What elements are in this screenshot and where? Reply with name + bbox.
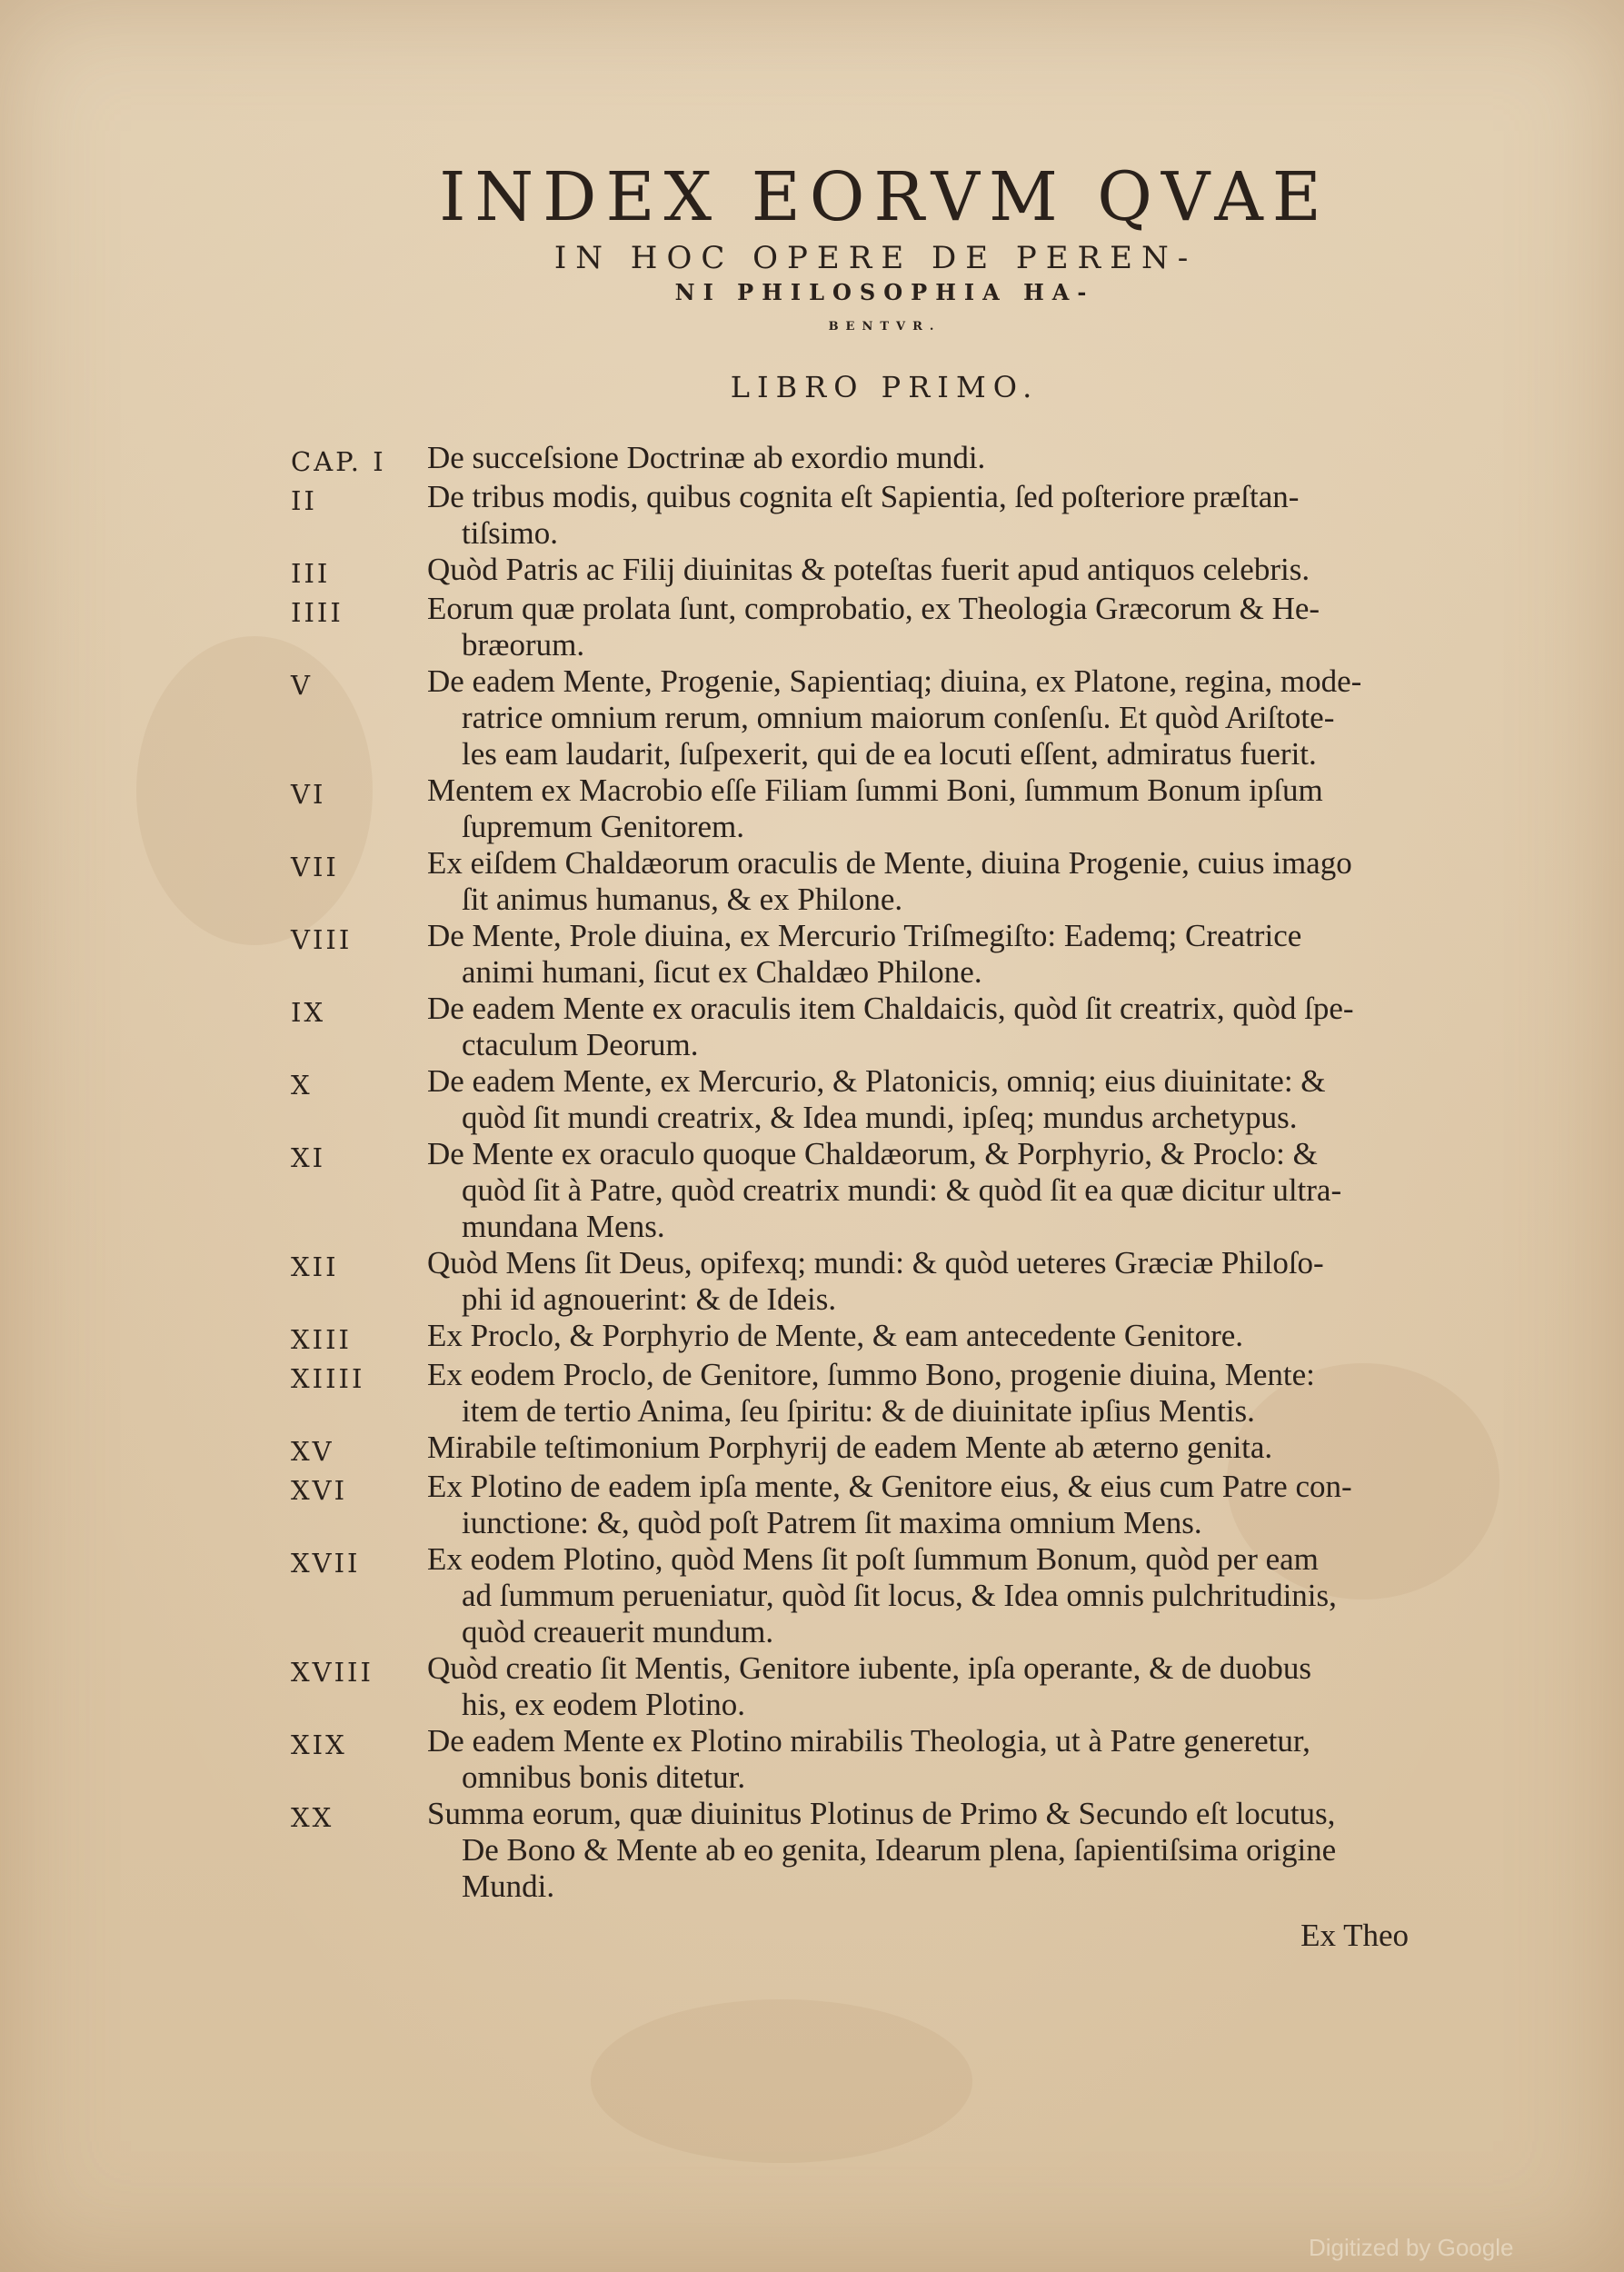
chapter-entry bbox=[291, 591, 1418, 663]
description-line: Mundi. bbox=[462, 1868, 555, 1904]
description-line: iunctione: &, quòd poſt Patrem ſit maxima omnium Mens. bbox=[462, 1505, 1202, 1540]
description-line: his, ex eodem Plotino. bbox=[462, 1687, 746, 1722]
book-heading: LIBRO PRIMO. bbox=[730, 370, 1040, 404]
subtitle-line-2: NI PHILOSOPHIA HA- bbox=[674, 279, 1095, 305]
chapter-entry bbox=[291, 845, 1418, 918]
description-line: Quòd Patris ac Filij diuinitas & poteſtas fuerit apud antiquos celebris. bbox=[427, 552, 1310, 587]
chapter-description bbox=[427, 479, 1413, 552]
chapter-number: XIX bbox=[291, 1729, 347, 1760]
description-line: Summa eorum, quæ diuinitus Plotinus de Primo & Secundo eſt locutus, bbox=[427, 1796, 1336, 1831]
description-line: les eam laudarit, ſuſpexerit, qui de ea locuti eſſent, admiratus fuerit. bbox=[462, 736, 1317, 772]
chapter-description bbox=[427, 1723, 1413, 1796]
chapter-number: X bbox=[291, 1070, 313, 1101]
description-line: tiſsimo. bbox=[462, 515, 558, 551]
chapter-entry bbox=[291, 440, 1418, 479]
chapter-number: VIII bbox=[291, 924, 353, 955]
chapter-entry bbox=[291, 1469, 1418, 1541]
chapter-description bbox=[427, 1245, 1413, 1318]
chapter-entry bbox=[291, 991, 1418, 1063]
chapter-description bbox=[427, 1650, 1413, 1723]
chapter-number: IX bbox=[291, 997, 326, 1028]
chapter-entry bbox=[291, 1650, 1418, 1723]
chapter-number: XVIII bbox=[291, 1657, 374, 1688]
description-line: De eadem Mente ex Plotino mirabilis Theologia, ut à Patre generetur, bbox=[427, 1723, 1310, 1759]
chapter-number: XII bbox=[291, 1251, 339, 1282]
chapter-entry bbox=[291, 1357, 1418, 1430]
description-line: phi id agnouerint: & de Ideis. bbox=[462, 1281, 837, 1317]
chapter-entry bbox=[291, 1430, 1418, 1469]
chapter-entry bbox=[291, 1063, 1418, 1136]
digitization-watermark: Digitized by Google bbox=[1309, 2234, 1514, 2261]
chapter-description bbox=[427, 918, 1413, 991]
description-line: Ex eodem Proclo, de Genitore, ſummo Bono, progenie diuina, Mente: bbox=[427, 1357, 1315, 1392]
chapter-entry bbox=[291, 1796, 1418, 1905]
chapter-description bbox=[427, 552, 1413, 588]
description-line: Ex Proclo, & Porphyrio de Mente, & eam antecedente Genitore. bbox=[427, 1318, 1244, 1353]
chapter-description bbox=[427, 1318, 1413, 1354]
description-line: Eorum quæ prolata ſunt, comprobatio, ex Theologia Græcorum & He- bbox=[427, 591, 1320, 626]
chapter-description bbox=[427, 1469, 1413, 1541]
chapter-number: III bbox=[291, 558, 331, 589]
chapter-number: XX bbox=[291, 1802, 334, 1833]
chapter-description bbox=[427, 591, 1413, 663]
chapter-entry bbox=[291, 772, 1418, 845]
chapter-entry bbox=[291, 552, 1418, 591]
chapter-description bbox=[427, 1063, 1413, 1136]
chapter-description bbox=[427, 440, 1413, 476]
chapter-entry bbox=[291, 663, 1418, 772]
description-line: ſupremum Genitorem. bbox=[462, 809, 745, 844]
chapter-number: V bbox=[291, 670, 313, 701]
chapter-description bbox=[427, 1541, 1413, 1650]
description-line: De eadem Mente, ex Mercurio, & Platonicis, omniq; eius diuinitate: & bbox=[427, 1063, 1326, 1099]
description-line: Mentem ex Macrobio eſſe Filiam ſummi Boni, ſummum Bonum ipſum bbox=[427, 772, 1323, 808]
paper-stain bbox=[591, 1999, 972, 2163]
chapter-description bbox=[427, 991, 1413, 1063]
description-line: ratrice omnium rerum, omnium maiorum conſenſu. Et quòd Ariſtote- bbox=[462, 700, 1335, 735]
chapter-description bbox=[427, 772, 1413, 845]
chapter-number: VI bbox=[291, 779, 326, 810]
chapter-number: II bbox=[291, 485, 317, 516]
chapter-number: XV bbox=[291, 1436, 334, 1467]
chapter-entry bbox=[291, 1723, 1418, 1796]
description-line: De tribus modis, quibus cognita eſt Sapientia, ſed poſteriore præſtan- bbox=[427, 479, 1300, 514]
description-line: De eadem Mente, Progenie, Sapientiaq; diuina, ex Platone, regina, mode- bbox=[427, 663, 1362, 699]
subtitle-line-3: BENTVR. bbox=[828, 320, 942, 334]
chapter-number: XIII bbox=[291, 1324, 353, 1355]
subtitle-line-1: IN HOC OPERE DE PEREN- bbox=[553, 240, 1198, 276]
index-title: INDEX EORVM QVAE bbox=[439, 158, 1330, 236]
description-line: De eadem Mente ex oraculis item Chaldaicis, quòd ſit creatrix, quòd ſpe- bbox=[427, 991, 1354, 1026]
description-line: Quòd creatio ſit Mentis, Genitore iubente, ipſa operante, & de duobus bbox=[427, 1650, 1311, 1686]
chapter-entry bbox=[291, 918, 1418, 991]
description-line: item de tertio Anima, ſeu ſpiritu: & de diuinitate ipſius Mentis. bbox=[462, 1393, 1255, 1429]
description-line: De succeſsione Doctrinæ ab exordio mundi. bbox=[427, 440, 986, 475]
chapter-entry bbox=[291, 1541, 1418, 1650]
description-line: ctaculum Deorum. bbox=[462, 1027, 699, 1062]
description-line: Ex Plotino de eadem ipſa mente, & Genitore eius, & eius cum Patre con- bbox=[427, 1469, 1352, 1504]
chapter-description bbox=[427, 1430, 1413, 1466]
description-line: animi humani, ſicut ex Chaldæo Philone. bbox=[462, 954, 982, 990]
chapter-number: XIIII bbox=[291, 1363, 365, 1394]
chapter-number: IIII bbox=[291, 597, 344, 628]
description-line: quòd ſit à Patre, quòd creatrix mundi: & quòd ſit ea quæ dicitur ultra- bbox=[462, 1172, 1342, 1208]
description-line: Quòd Mens ſit Deus, opifexq; mundi: & quòd ueteres Græciæ Philoſo- bbox=[427, 1245, 1324, 1280]
chapter-description bbox=[427, 1796, 1413, 1905]
description-line: De Mente, Prole diuina, ex Mercurio Triſmegiſto: Eademq; Creatrice bbox=[427, 918, 1302, 953]
description-line: quòd creauerit mundum. bbox=[462, 1614, 774, 1649]
description-line: quòd ſit mundi creatrix, & Idea mundi, ipſeq; mundus archetypus. bbox=[462, 1100, 1298, 1135]
chapter-entry bbox=[291, 479, 1418, 552]
description-line: De Bono & Mente ab eo genita, Idearum plena, ſapientiſsima origine bbox=[462, 1832, 1337, 1868]
description-line: De Mente ex oraculo quoque Chaldæorum, & Porphyrio, & Proclo: & bbox=[427, 1136, 1318, 1171]
chapter-list bbox=[291, 440, 1418, 1905]
chapter-entry bbox=[291, 1245, 1418, 1318]
description-line: Ex eiſdem Chaldæorum oraculis de Mente, diuina Progenie, cuius imago bbox=[427, 845, 1352, 881]
description-line: ſit animus humanus, & ex Philone. bbox=[462, 882, 903, 917]
catchword: Ex Theo bbox=[1300, 1918, 1409, 1953]
chapter-number: XVI bbox=[291, 1475, 348, 1506]
chapter-description bbox=[427, 663, 1413, 772]
chapter-number: XI bbox=[291, 1142, 326, 1173]
description-line: Ex eodem Plotino, quòd Mens ſit poſt ſummum Bonum, quòd per eam bbox=[427, 1541, 1319, 1577]
description-line: bræorum. bbox=[462, 627, 585, 663]
description-line: omnibus bonis ditetur. bbox=[462, 1759, 746, 1795]
chapter-number: XVII bbox=[291, 1548, 361, 1579]
chapter-description bbox=[427, 1136, 1413, 1245]
chapter-number: VII bbox=[291, 852, 339, 882]
description-line: ad ſummum perueniatur, quòd ſit locus, & Idea omnis pulchritudinis, bbox=[462, 1578, 1337, 1613]
description-line: mundana Mens. bbox=[462, 1209, 665, 1244]
chapter-entry bbox=[291, 1318, 1418, 1357]
chapter-description bbox=[427, 1357, 1413, 1430]
description-line: Mirabile teſtimonium Porphyrij de eadem Mente ab æterno genita. bbox=[427, 1430, 1273, 1465]
chapter-entry bbox=[291, 1136, 1418, 1245]
chapter-number: CAP. I bbox=[291, 446, 386, 477]
chapter-description bbox=[427, 845, 1413, 918]
